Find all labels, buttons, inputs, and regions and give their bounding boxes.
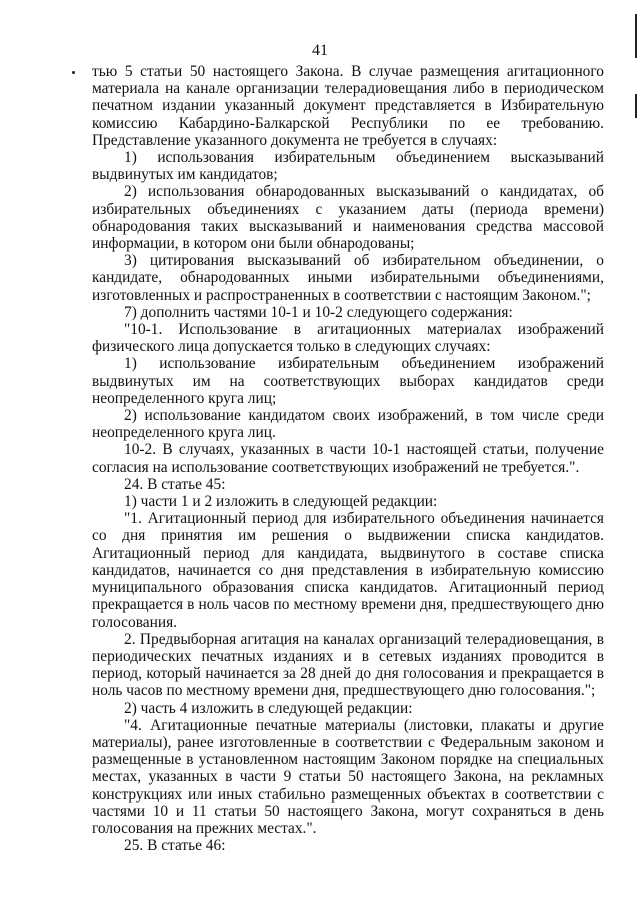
- paragraph: 1) части 1 и 2 изложить в следующей редакции:: [124, 493, 438, 511]
- paragraph: 2) использования обнародованных высказываний о кандидатах, об избирательных объединениях с указанием даты (периода времени) обнародования таких высказываний и наименования средства массовой информации, в котором они были обнародованы;: [92, 183, 604, 253]
- paragraph: 1) использования избирательным объединением высказываний выдвинутых им кандидатов;: [92, 149, 604, 184]
- page-number: 41: [312, 42, 328, 59]
- paragraph: 3) цитирования высказываний об избирательном объединении, о кандидате, обнародованных иными избирательными объединениями, изготовленных и распространенных в соответствии с настоящим Законом.";: [92, 252, 604, 304]
- scan-edge-mark-top: [635, 14, 637, 58]
- document-body: [92, 63, 604, 854]
- paragraph: 2) использование кандидатом своих изображений, в том числе среди неопределенного круга лиц.: [92, 407, 604, 442]
- paragraph: тью 5 статьи 50 настоящего Закона. В случае размещения агитационного материала на канале организации телерадиовещания либо в периодическом печатном издании указанный документ представляется в Избирательную комиссию Кабардино-Балкарской Республики по ее требованию. Представление указанного документа не требуется в случаях:: [92, 63, 604, 149]
- margin-mark: [72, 71, 75, 74]
- paragraph: 2. Предвыборная агитация на каналах организаций телерадиовещания, в периодических печатных изданиях и в сетевых изданиях проводится в период, который начинается за 28 дней до дня голосования и прекращается в ноль часов по местному времени дня, предшествующего дню голосования.";: [92, 630, 604, 700]
- paragraph: 24. В статье 45:: [124, 475, 226, 493]
- paragraph: 10-2. В случаях, указанных в части 10-1 настоящей статьи, получение согласия на использование соответствующих изображений не требуется.".: [92, 441, 604, 476]
- paragraph: 2) часть 4 изложить в следующей редакции:: [124, 699, 413, 717]
- paragraph: "1. Агитационный период для избирательного объединения начинается со дня принятия им решения о выдвижении списка кандидатов. Агитационный период для кандидата, выдвинутого в составе списка кандидатов, начинается со дня представления в избирательную комиссию муниципального образования списка кандидатов. Агитационный период прекращается в ноль часов по местному времени дня, предшествующего дню голосования.: [92, 510, 604, 631]
- scan-edge-mark-middle: [635, 94, 637, 118]
- paragraph: 1) использование избирательным объединением изображений выдвинутых им на соответствующих выборах кандидатов среди неопределенного круга лиц;: [92, 355, 604, 407]
- paragraph: "10-1. Использование в агитационных материалах изображений физического лица допускается только в следующих случаях:: [92, 321, 604, 356]
- paragraph: "4. Агитационные печатные материалы (листовки, плакаты и другие материалы), ранее изготовленные в соответствии с Федеральным законом и размещенные в установленном настоящим Законом порядке на специальных местах, указанных в части 9 статьи 50 настоящего Закона, на рекламных конструкциях или иных стабильно размещенных объектах в соответствии с частями 10 и 11 статьи 50 настоящего Закона, могут сохраняться в день голосования на прежних местах.".: [92, 716, 604, 837]
- paragraph: 25. В статье 46:: [124, 837, 226, 855]
- paragraph: 7) дополнить частями 10-1 и 10-2 следующего содержания:: [124, 303, 513, 321]
